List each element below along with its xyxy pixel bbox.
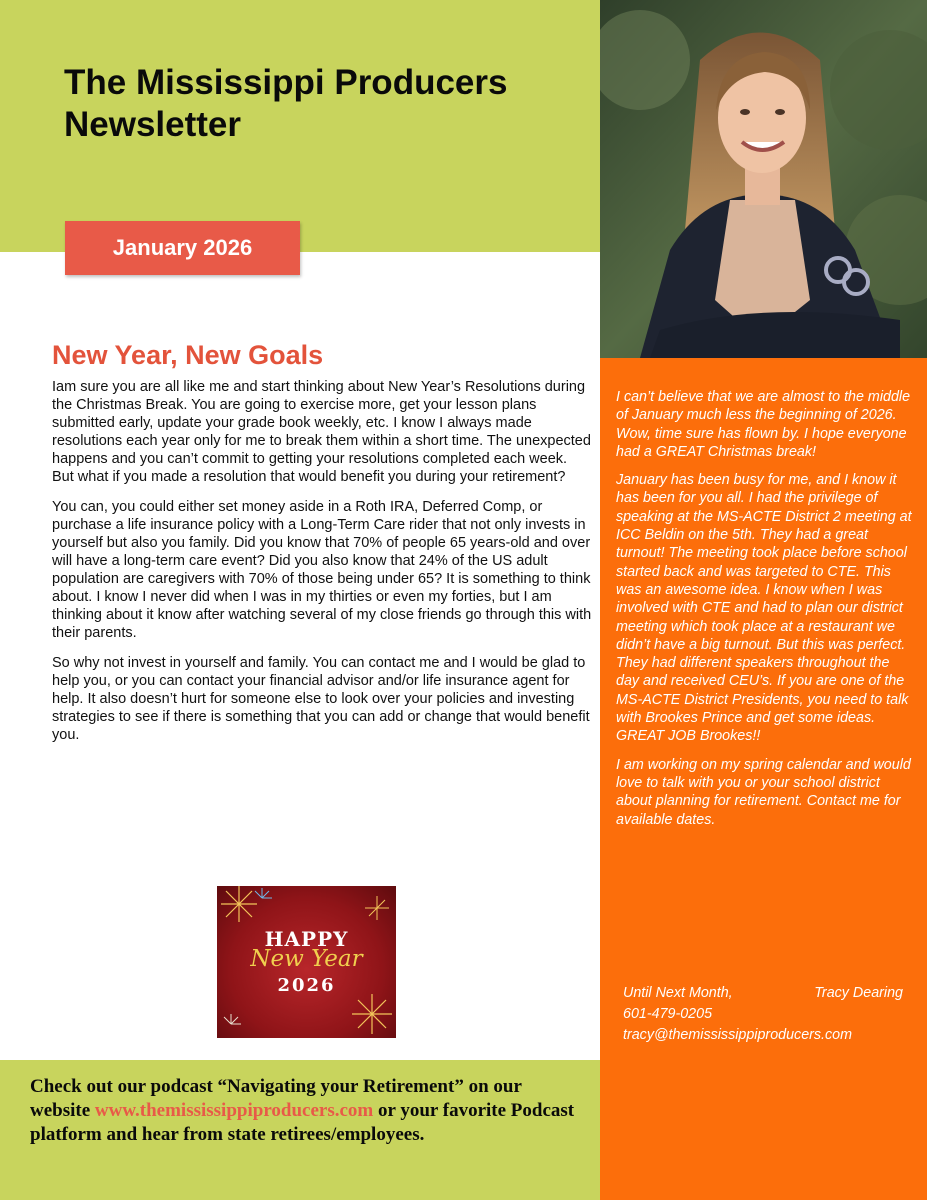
article-paragraph: You can, you could either set money aside in a Roth IRA, Deferred Comp, or purchase a life insurance policy with a Long-Term Care rider that not only invests in yourself but also you family. Did you know that 70% of people 65 years-old and over will have a long-term care event? Did you also know that 24% of the US adult population are caregivers with 70% of those being under 65? It is something to think about. I know I never did when I was in my thirties or even my forties, but I am thinking about it know after watching several of my close friends go through this with their parents.	[52, 499, 592, 641]
podcast-text-end: or your favorite Podcast platform and hear from state retirees/employees.	[30, 1100, 575, 1145]
article-body	[52, 378, 592, 756]
happy-new-year-image	[217, 886, 396, 1038]
sidebar-paragraph: January has been busy for me, and I know it has been for you all. I had the privilege of speaking at the MS-ACTE District 2 meeting at ICC Beldin on the 5th. They had a great turnout! The meeting took place before school started back and was targeted to CTE. This was an awesome idea. I know when I was involved with CTE and had to plan our district meeting which took place at a restaurant we didn’t have a big turnout. But this was perfect. They had different speakers throughout the day and received CEU’s. If you are one of the MS-ACTE District Presidents, you need to talk with Brookes Prince and get some ideas. GREAT JOB Brookes!!	[616, 472, 912, 745]
newsletter-title: The Mississippi Producers Newsletter	[64, 63, 508, 144]
signoff-phone: 601-479-0205	[623, 1006, 713, 1022]
new-year-text: New Year	[250, 946, 363, 972]
website-link[interactable]: www.themississippiproducers.com	[94, 1100, 374, 1121]
issue-date-badge: January 2026	[65, 221, 300, 275]
podcast-text: Check out our podcast “Navigating your Retirement” on our website	[30, 1076, 522, 1121]
sidebar-message	[616, 388, 912, 839]
signoff-closing: Until Next Month,	[623, 985, 733, 1001]
happy-text: HAPPY	[264, 927, 349, 951]
year-text: 2026	[277, 975, 336, 996]
portrait-image	[600, 0, 927, 358]
signoff-name: Tracy Dearing	[814, 985, 903, 1001]
author-photo	[600, 0, 927, 358]
sidebar-paragraph: I can’t believe that we are almost to the middle of January much less the beginning of 2026. Wow, time sure has flown by. I hope everyone had a GREAT Christmas break!	[616, 389, 911, 460]
article-heading: New Year, New Goals	[52, 340, 324, 370]
podcast-callout	[30, 1075, 585, 1147]
article-paragraph: Iam sure you are all like me and start thinking about New Year’s Resolutions during the Christmas Break. You are going to exercise more, get your lesson plans submitted early, update your grade book weekly, etc. I know I always made resolutions each year only for me to break them within a short time. The unexpected happens and you can’t commit to getting your resolutions completed each week. But what if you made a resolution that would benefit you during your retirement?	[52, 379, 591, 485]
article-paragraph: So why not invest in yourself and family. You can contact me and I would be glad to help you, or you can contact your financial advisor and/or life insurance agent for help. It also doesn’t hurt for someone else to look over your policies and investing strategies to see if there is something that you can add or change that would benefit you.	[52, 655, 590, 743]
sidebar-paragraph: I am working on my spring calendar and would love to talk with you or your school district about planning for retirement. Contact me for available dates.	[616, 756, 911, 828]
signoff	[623, 983, 903, 1046]
signoff-email[interactable]: tracy@themississippiproducers.com	[623, 1027, 853, 1043]
